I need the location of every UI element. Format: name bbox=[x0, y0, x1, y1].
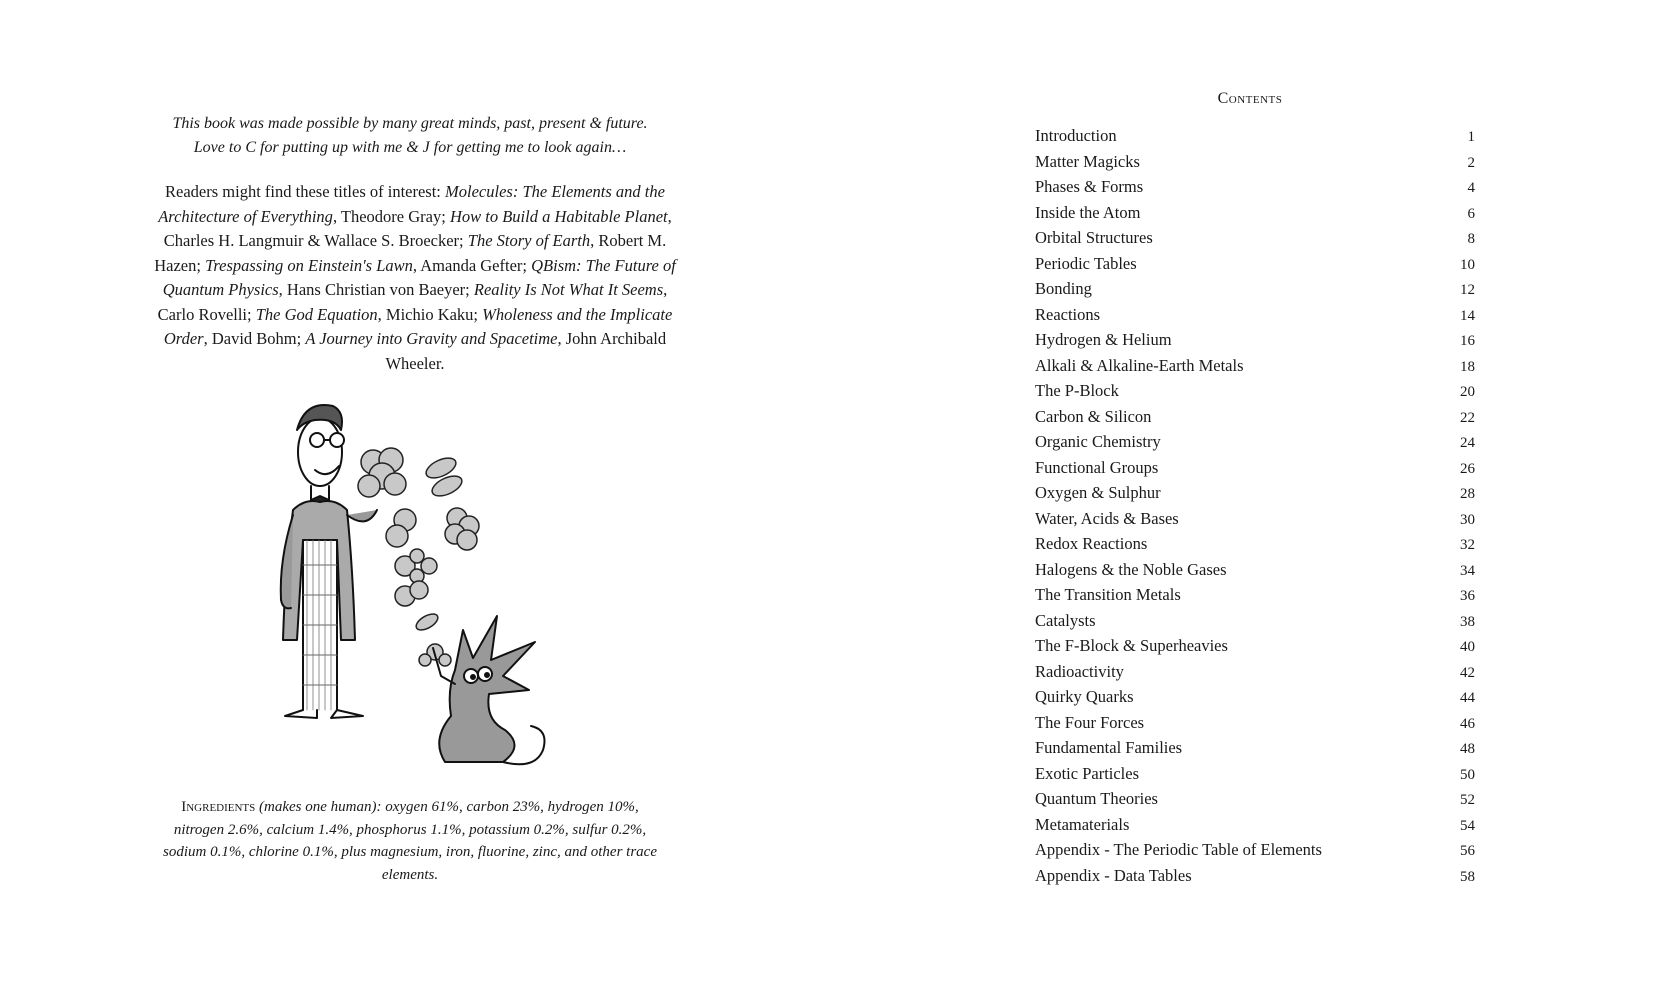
reading-title: How to Build a Habitable Planet bbox=[449, 206, 668, 226]
toc-entry-title: Reactions bbox=[1035, 304, 1101, 324]
toc-entry-title: Appendix - The Periodic Table of Elements bbox=[1035, 840, 1322, 859]
toc-entry[interactable] bbox=[1035, 254, 1475, 280]
toc-entry[interactable] bbox=[1035, 509, 1475, 535]
toc-entry-page: 14 bbox=[1460, 307, 1475, 324]
toc-entry[interactable] bbox=[1035, 381, 1475, 407]
toc-entry-title: Inside the Atom bbox=[1035, 202, 1141, 222]
toc-entry-page: 24 bbox=[1460, 435, 1475, 451]
toc-entry[interactable] bbox=[1035, 228, 1475, 254]
reading-author: , Amanda Gefter; bbox=[412, 255, 532, 275]
reading-title: The God Equation bbox=[255, 304, 378, 324]
toc-entry-title: Bonding bbox=[1035, 279, 1092, 298]
toc-entry[interactable] bbox=[1035, 534, 1475, 560]
toc-entry-page: 34 bbox=[1460, 562, 1475, 579]
toc-entry-title: Redox Reactions bbox=[1035, 534, 1148, 553]
reading-title: Trespassing on Einstein's Lawn bbox=[205, 255, 413, 275]
toc-entry-page: 44 bbox=[1460, 690, 1475, 706]
toc-entry[interactable] bbox=[1035, 279, 1475, 305]
scientist-and-cat-illustration bbox=[245, 390, 575, 790]
reading-title: A Journey into Gravity and Spacetime bbox=[305, 329, 558, 348]
toc-entry[interactable] bbox=[1035, 611, 1475, 637]
reading-entries bbox=[154, 182, 676, 373]
reading-author: , Theodore Gray; bbox=[332, 206, 450, 226]
toc-entry[interactable] bbox=[1035, 815, 1475, 841]
toc-entry-page: 22 bbox=[1460, 409, 1475, 426]
toc-entry-title: Functional Groups bbox=[1035, 457, 1159, 477]
further-reading bbox=[145, 180, 685, 376]
toc-entry-title: The P-Block bbox=[1035, 381, 1119, 400]
toc-entry-page: 38 bbox=[1460, 613, 1475, 630]
toc-entry[interactable] bbox=[1035, 177, 1475, 203]
reading-author: , David Bohm; bbox=[203, 329, 306, 348]
toc-entry-title: Phases & Forms bbox=[1035, 177, 1144, 196]
toc-entry-page: 4 bbox=[1467, 180, 1475, 196]
toc-entry-page: 50 bbox=[1460, 766, 1475, 783]
toc-entry-page: 46 bbox=[1460, 715, 1475, 732]
toc-entry-title: Alkali & Alkaline-Earth Metals bbox=[1035, 355, 1244, 375]
toc-entry-title: Water, Acids & Bases bbox=[1035, 508, 1179, 528]
toc-entry-title: The Four Forces bbox=[1035, 712, 1145, 732]
toc-entry[interactable] bbox=[1035, 636, 1475, 662]
ingredients-lead: Ingredients bbox=[181, 799, 256, 815]
toc-entry-page: 52 bbox=[1460, 792, 1475, 808]
toc-entry-title: Radioactivity bbox=[1035, 661, 1124, 681]
toc-entry[interactable] bbox=[1035, 330, 1475, 356]
reading-title: The Story of Earth bbox=[467, 231, 591, 250]
toc-entry-page: 30 bbox=[1460, 511, 1475, 528]
toc-entry[interactable] bbox=[1035, 585, 1475, 611]
toc-entry[interactable] bbox=[1035, 662, 1475, 688]
toc-entry-page: 16 bbox=[1460, 333, 1475, 349]
toc-entry-title: Introduction bbox=[1035, 126, 1117, 145]
reading-title: Wholeness and the Implicate Order bbox=[163, 304, 673, 348]
toc-entry[interactable] bbox=[1035, 126, 1475, 152]
toc-entry-page: 18 bbox=[1460, 358, 1475, 375]
toc-entry-page: 48 bbox=[1460, 741, 1475, 757]
toc-entry-title: Hydrogen & Helium bbox=[1035, 330, 1172, 349]
toc-entry-page: 40 bbox=[1460, 639, 1475, 655]
toc-entry-title: Metamaterials bbox=[1035, 814, 1130, 834]
reading-intro: Readers might find these titles of interest: bbox=[165, 182, 446, 201]
toc-entry[interactable] bbox=[1035, 432, 1475, 458]
toc-entry-title: Orbital Structures bbox=[1035, 228, 1153, 247]
toc-entry-title: The F-Block & Superheavies bbox=[1035, 636, 1228, 655]
toc-entry-title: Fundamental Families bbox=[1035, 738, 1183, 757]
ingredients-body: (makes one human): oxygen 61%, carbon 23%, hydrogen 10%, nitrogen 2.6%, calcium 1.4%, phosphorus 1.1%, potassium 0.2%, sulfur 0.2%, sodium 0.1%, chlorine 0.1%, plus magnesium, iron, fluorine, zinc, and other trace elements. bbox=[163, 799, 657, 883]
toc-entry[interactable] bbox=[1035, 356, 1475, 382]
toc-entry[interactable] bbox=[1035, 305, 1475, 331]
toc-entry-title: Appendix - Data Tables bbox=[1035, 865, 1192, 885]
toc-entry[interactable] bbox=[1035, 483, 1475, 509]
toc-entry-title: Catalysts bbox=[1035, 610, 1096, 630]
toc-title: Contents bbox=[1217, 90, 1283, 107]
toc-entry[interactable] bbox=[1035, 407, 1475, 433]
toc-entry-page: 36 bbox=[1460, 588, 1475, 604]
toc-entry[interactable] bbox=[1035, 203, 1475, 229]
toc-entry-title: Carbon & Silicon bbox=[1035, 406, 1152, 426]
toc-entry-page: 1 bbox=[1467, 129, 1475, 145]
toc-entry-page: 20 bbox=[1460, 384, 1475, 400]
reading-author: , Michio Kaku; bbox=[377, 304, 483, 324]
toc-entry-title: Halogens & the Noble Gases bbox=[1035, 559, 1227, 579]
toc-entry-page: 42 bbox=[1460, 664, 1475, 681]
toc-entry-page: 54 bbox=[1460, 817, 1475, 834]
toc-entry[interactable] bbox=[1035, 764, 1475, 790]
dedication bbox=[140, 112, 680, 160]
toc-entry-page: 32 bbox=[1460, 537, 1475, 553]
toc-entry-page: 8 bbox=[1467, 231, 1475, 247]
toc-entry-title: Quantum Theories bbox=[1035, 789, 1158, 808]
toc-entry-page: 6 bbox=[1467, 205, 1475, 222]
toc-entry-title: Periodic Tables bbox=[1035, 253, 1137, 273]
dedication-line: This book was made possible by many great minds, past, present & future. bbox=[172, 115, 648, 132]
toc-entry-page: 10 bbox=[1460, 256, 1475, 273]
toc-entry[interactable] bbox=[1035, 789, 1475, 815]
reading-author: , Robert M. Hazen; bbox=[154, 231, 667, 275]
toc-entry[interactable] bbox=[1035, 840, 1475, 866]
toc-entry-title: Exotic Particles bbox=[1035, 763, 1140, 783]
toc-entry-page: 26 bbox=[1460, 460, 1475, 477]
toc-entry[interactable] bbox=[1035, 152, 1475, 178]
toc-entry[interactable] bbox=[1035, 713, 1475, 739]
reading-author: , Carlo Rovelli; bbox=[157, 280, 668, 324]
toc-entry-page: 58 bbox=[1460, 868, 1475, 885]
reading-title: QBism: The Future of Quantum Physics bbox=[162, 255, 676, 299]
toc-entry-title: Quirky Quarks bbox=[1035, 687, 1134, 706]
toc-entry-page: 56 bbox=[1460, 843, 1475, 859]
toc-entry-title: The Transition Metals bbox=[1035, 585, 1181, 604]
reading-title: Molecules: The Elements and the Architecture of Everything bbox=[158, 182, 665, 226]
reading-title: Reality Is Not What It Seems bbox=[473, 280, 664, 299]
toc-entry-title: Matter Magicks bbox=[1035, 151, 1140, 171]
toc-entry[interactable] bbox=[1035, 560, 1475, 586]
toc-entry[interactable] bbox=[1035, 458, 1475, 484]
toc-entry-page: 2 bbox=[1467, 154, 1475, 171]
table-of-contents bbox=[1035, 126, 1475, 891]
toc-entry[interactable] bbox=[1035, 687, 1475, 713]
dedication-line: Love to C for putting up with me & J for getting me to look again… bbox=[193, 139, 627, 156]
toc-entry[interactable] bbox=[1035, 866, 1475, 892]
toc-entry-title: Oxygen & Sulphur bbox=[1035, 483, 1161, 502]
toc-entry-title: Organic Chemistry bbox=[1035, 432, 1161, 451]
reading-author: , Charles H. Langmuir & Wallace S. Broecker; bbox=[163, 206, 672, 250]
toc-entry-page: 12 bbox=[1460, 282, 1475, 298]
reading-author: , Hans Christian von Baeyer; bbox=[278, 280, 474, 299]
toc-entry-page: 28 bbox=[1460, 486, 1475, 502]
ingredients-caption bbox=[160, 796, 660, 886]
toc-entry[interactable] bbox=[1035, 738, 1475, 764]
reading-author: , John Archibald Wheeler. bbox=[385, 329, 667, 373]
